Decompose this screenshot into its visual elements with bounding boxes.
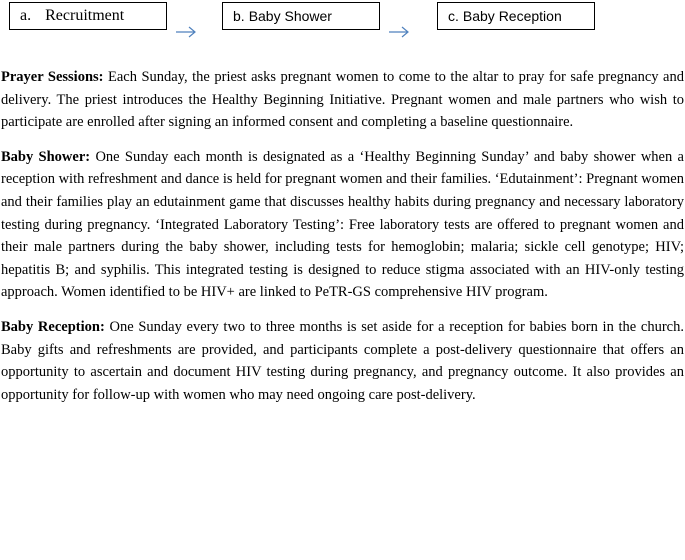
- step-label: Recruitment: [45, 7, 125, 24]
- paragraph-body: One Sunday every two to three months is set aside for a reception for babies born in the church. Baby gifts and refreshments are provided, and participants complete a post-delivery questionnaire that offers an opportunity to ascertain and document HIV testing during pregnancy, and pregnancy outcome. It also provides an opportunity for follow-up with women who may need ongoing care post-delivery.: [1, 318, 684, 403]
- paragraph-body: Each Sunday, the priest asks pregnant women to come to the altar to pray for safe pregnancy and delivery. The priest introduces the Healthy Beginning Initiative. Pregnant women and male partners who wish to participate are enrolled after signing an informed consent and completing a baseline questionnaire.: [1, 69, 684, 131]
- step-marker: b.: [233, 8, 245, 24]
- paragraph-heading: Baby Shower:: [1, 148, 91, 165]
- arrow-right-icon: [175, 25, 197, 39]
- paragraph-baby-shower: [1, 146, 684, 304]
- paragraph-body: One Sunday each month is designated as a ‘Healthy Beginning Sunday’ and baby shower when a reception with refreshment and dance is held for pregnant women and their families. ‘Edutainment’: Pregnant women and their families play an edutainment game that discusses healthy habits during pregnancy and necessary laboratory testing during pregnancy. ‘Integrated Laboratory Testing’: Free laboratory tests are offered to pregnant women and their male partners during the baby shower, including tests for hemoglobin; malaria; sickle cell genotype; HIV; hepatitis B; and syphilis. This integrated testing is designed to reduce stigma associated with an HIV-only testing approach. Women identified to be HIV+ are linked to PeTR-GS comprehensive HIV program.: [1, 148, 684, 301]
- paragraph-heading: Prayer Sessions:: [1, 69, 104, 85]
- paragraph-heading: Baby Reception:: [1, 318, 105, 335]
- paragraph-prayer-sessions: [1, 66, 684, 134]
- step-box-baby-reception: [437, 2, 595, 30]
- step-marker: c.: [448, 8, 459, 24]
- step-marker: a.: [20, 7, 32, 24]
- arrow-right-icon: [388, 25, 410, 39]
- step-label: Baby Reception: [462, 8, 562, 24]
- description-text: [1, 66, 684, 406]
- step-box-baby-shower: [222, 2, 380, 30]
- paragraph-baby-reception: [1, 316, 684, 406]
- step-box-recruitment: [9, 2, 167, 30]
- step-label: Baby Shower: [248, 8, 332, 24]
